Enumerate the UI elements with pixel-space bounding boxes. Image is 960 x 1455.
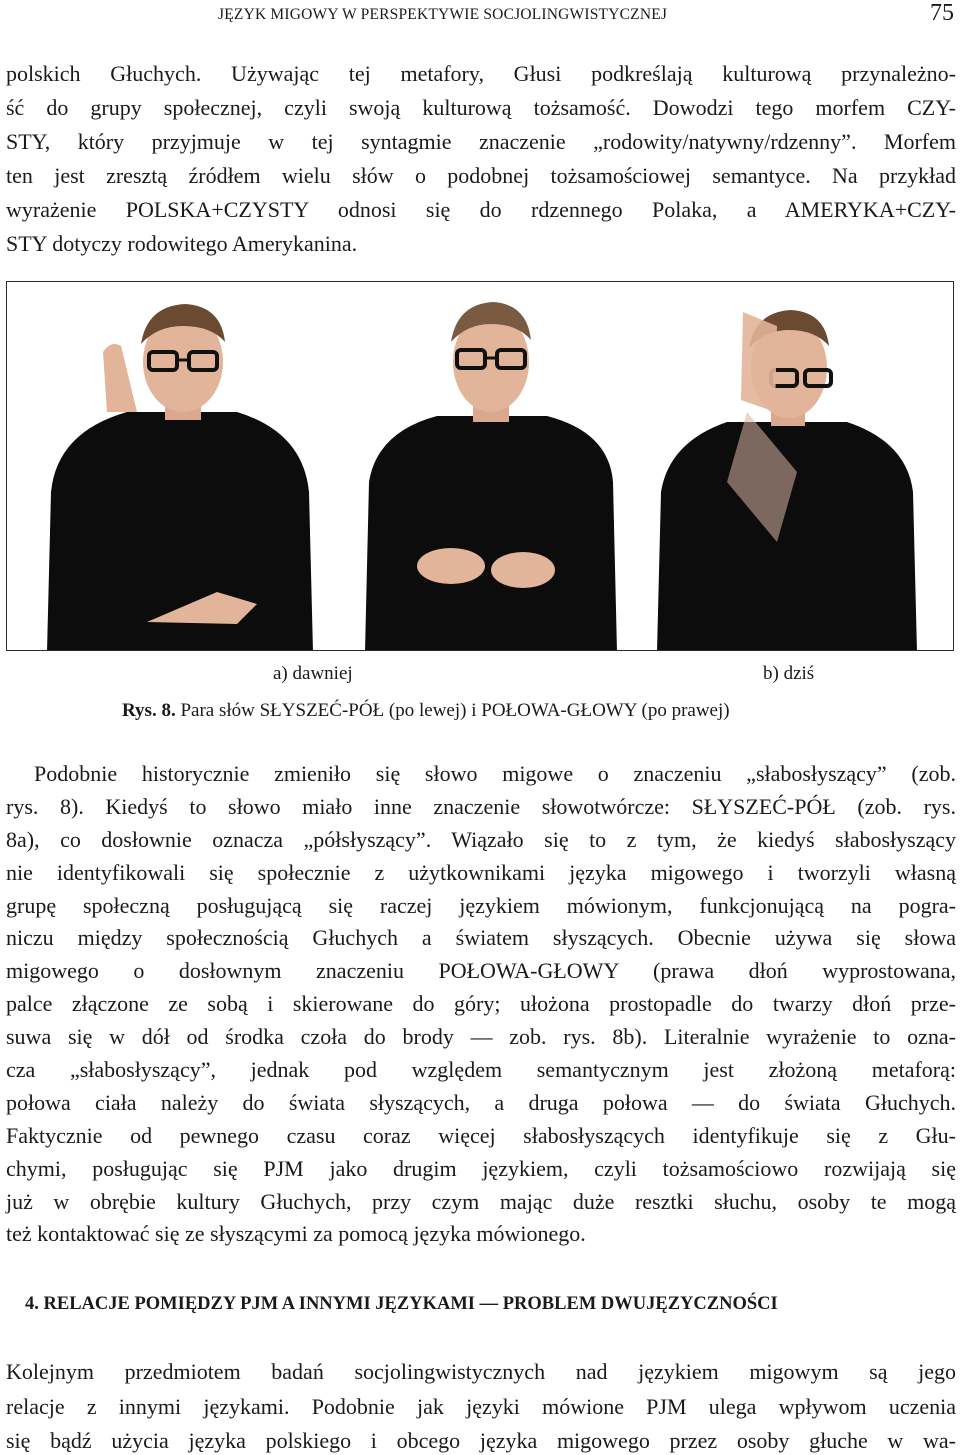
text-line: palce złączone ze sobą i skierowane do góry; ułożona prostopadle do twarzy dłoń prze- (6, 991, 956, 1017)
text-line: rys. 8). Kiedyś to słowo miało inne znaczenie słowotwórcze: SŁYSZEĆ-PÓŁ (zob. rys. (6, 793, 956, 819)
text-line: Faktycznie od pewnego czasu coraz więcej słabosłyszących identyfikuje się z Głu- (6, 1122, 956, 1148)
text-line: się bądź użycia języka polskiego i obcego języka migowego przez osoby głuche w wa- (6, 1428, 956, 1453)
figure-sublabel-b: b) dziś (763, 663, 815, 684)
text-line: Podobnie historycznie zmieniło się słowo migowe o znaczeniu „słabosłyszący” (zob. (34, 761, 956, 786)
text-line: też kontaktować się ze słyszącymi za pomocą języka mówionego. (6, 1221, 586, 1247)
paragraph-body (6, 758, 956, 1251)
text-line: suwa się w dół od środka czoła do brody — zob. rys. 8b). Literalnie wyrażenie to ozna- (6, 1024, 956, 1050)
text-line: Kolejnym przedmiotem badań socjolingwistycznych nad językiem migowym są jego (6, 1359, 956, 1384)
text-line: wyrażenie POLSKA+CZYSTY odnosi się do rdzennego Polaka, a AMERYKA+CZY- (6, 197, 956, 222)
section-heading: 4. RELACJE POMIĘDZY PJM A INNYMI JĘZYKAMI — PROBLEM DWUJĘZYCZNOŚCI (25, 1294, 778, 1314)
text-line: ść do grupy społecznej, czyli swoją kulturową tożsamość. Dowodzi tego morfem CZY- (6, 95, 956, 120)
text-line: STY dotyczy rodowitego Amerykanina. (6, 231, 358, 256)
text-line: cza „słabosłyszący”, jednak pod względem semantycznym jest złożoną metaforą: (6, 1057, 956, 1083)
text-line: 8a), co dosłownie oznacza „półsłyszący”. Wiązało się to z tym, że kiedyś słabosłyszący (6, 826, 956, 852)
paragraph-top (6, 57, 956, 261)
text-line: chymi, posługując się PJM jako drugim językiem, czyli tożsamościowo rozwijają się (6, 1155, 956, 1181)
sign-photos-illustration (7, 282, 954, 651)
text-line: niczu między społecznością Głuchych a światem słyszących. Obecnie używa się słowa (6, 925, 956, 951)
text-line: STY, który przyjmuje w tej syntagmie znaczenie „rodowity/natywny/rdzenny”. Morfem (6, 129, 956, 154)
caption-text: Para słów SŁYSZEĆ-PÓŁ (po lewej) i POŁOWA-GŁOWY (po prawej) (180, 700, 730, 721)
page-number: 75 (930, 0, 954, 26)
figure-photo (6, 281, 954, 651)
text-line: relacje z innymi językami. Podobnie jak języki mówione PJM ulega wpływom uczenia (6, 1393, 956, 1419)
text-line: ten jest zresztą źródłem wielu słów o podobnej tożsamościowej semantyce. Na przykład (6, 163, 956, 188)
figure-caption (122, 700, 730, 722)
running-head (0, 0, 960, 32)
text-line: polskich Głuchych. Używając tej metafory, Głusi podkreślają kulturową przynależno- (6, 61, 956, 86)
text-line: już w obrębie kultury Głuchych, przy czym mając duże resztki słuchu, osoby te mogą (6, 1188, 956, 1214)
figure-sublabel-a: a) dawniej (273, 663, 353, 684)
text-line: połowa ciała należy do świata słyszących, a druga połowa — do świata Głuchych. (6, 1089, 956, 1115)
paragraph-last (6, 1355, 956, 1455)
signer-left (47, 304, 313, 651)
text-line: nie identyfikowali się społecznie z użytkownikami języka migowego i tworzyli własną (6, 859, 956, 885)
running-title: JĘZYK MIGOWY W PERSPEKTYWIE SOCJOLINGWISTYCZNEJ (218, 6, 668, 23)
signer-middle (365, 302, 617, 651)
text-line: migowego o dosłownym znaczeniu POŁOWA-GŁOWY (prawa dłoń wyprostowana, (6, 958, 956, 984)
text-line: grupę społeczną posługującą się raczej językiem mówionym, funkcjonującą na pogra- (6, 892, 956, 918)
caption-label: Rys. 8. (122, 700, 176, 721)
signer-right (657, 310, 917, 651)
